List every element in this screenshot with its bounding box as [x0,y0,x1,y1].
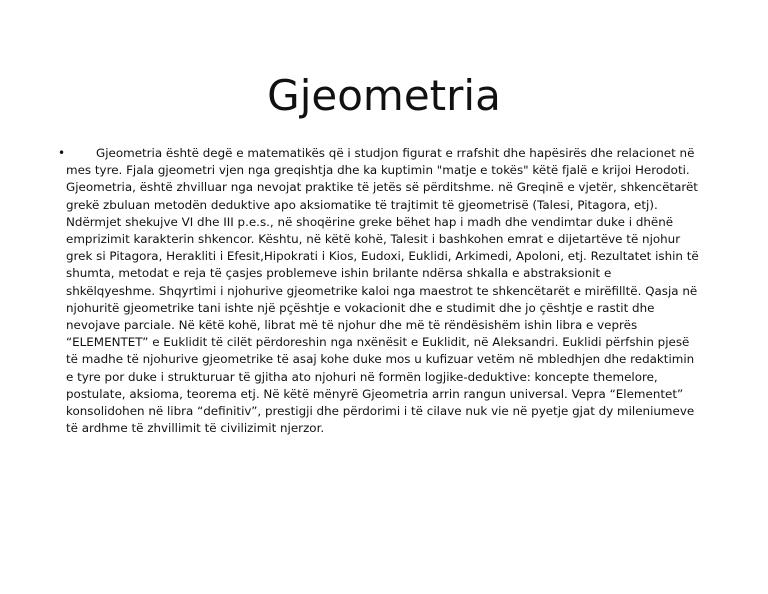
bullet-item [60,145,700,437]
bullet-list [60,145,700,437]
bullet-icon: • [58,146,66,160]
slide-title: Gjeometria [267,71,501,120]
bullet-text: Gjeometria është degë e matematikës që i studjon figurat e rrafshit dhe hapësirës dhe relacionet në mes tyre. Fjala gjeometri vjen nga greqishtja dhe ka kuptimin "matje e tokës" këtë fjalë e krijoi Herodoti. Gjeometria, është zhvilluar nga nevojat praktike të jetës së përditshme. në Greqinë e vjetër, shkencëtarët grekë zbuluan metodën deduktive apo aksiomatike të trajtimit të gjeometrisë (Talesi, Pitagora, etj). Ndërmjet shekujve VI dhe III p.e.s., në shoqërine greke bëhet hap i madh dhe vendimtar duke i dhënë emprizimit karakterin shkencor. Kështu, në këtë kohë, Talesit i bashkohen emrat e dijetartëve të njohur grek si Pitagora, Herakliti i Efesit,Hipokrati i Kios, Eudoxi, Euklidi, Arkimedi, Apoloni, etj. Rezultatet ishin të shumta, metodat e reja të çasjes problemeve ishin brilante ndërsa shkalla e abstraksionit e shkëlqyeshme. Shqyrtimi i njohurive gjeometrike kaloi nga maestrot te shkencëtarët e mirëfilltë. Qasja në njohuritë gjeometrike tani ishte një pçështje e vokacionit dhe e studimit dhe jo çështje e rastit dhe nevojave parciale. Në këtë kohë, librat më të njohur dhe më të rëndësishëm ishin libra e veprës “ELEMENTET” e Euklidit të cilët përdoreshin nga nxënësit e Euklidit, në Aleksandri. Euklidi përfshin pjesë të madhe të njohurive gjeometrike të asaj kohe duke mos u kufizuar vetëm në mbledhjen dhe redaktimin e tyre por duke i strukturuar të gjitha ato njohuri në formën logjike-deduktive: koncepte themelore, postulate, aksioma, teorema etj. Në këtë mënyrë Gjeometria arrin rangun universal. Vepra “Elementet” konsolidohen në libra “definitiv”, prestigji dhe përdorimi i të cilave nuk vie në pyetje gjat dy mileniumeve të ardhme të zhvillimit të civilizimit njerzor. [66,146,699,436]
